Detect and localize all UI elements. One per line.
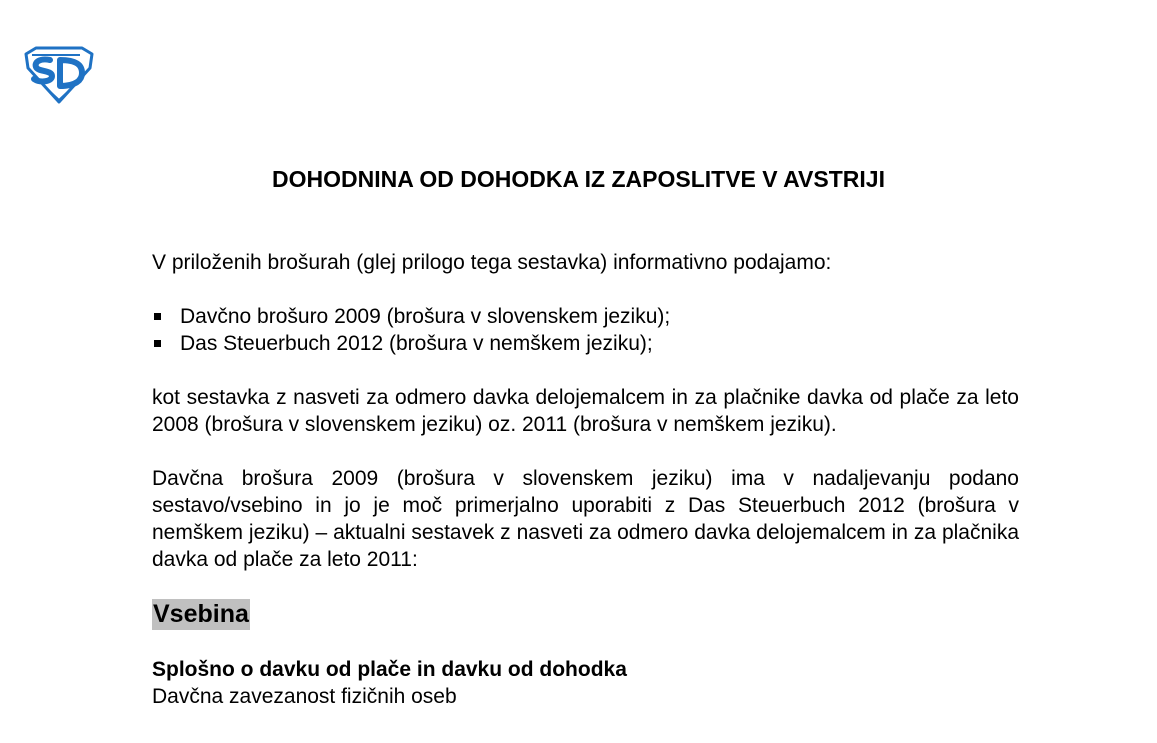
bullet-square-icon <box>154 340 161 347</box>
document-title: DOHODNINA OD DOHODKA IZ ZAPOSLITVE V AVSTRIJI <box>272 166 885 192</box>
list-item <box>152 303 1019 330</box>
toc-subheading: Splošno o davku od plače in davku od dohodka <box>152 658 627 681</box>
paragraph-purpose: kot sestavka z nasveti za odmero davka delojemalcem in za plačnike davka od plače za leto 2008 (brošura v slovenskem jeziku) oz. 2011 (brošura v nemškem jeziku). <box>152 386 1019 436</box>
section-heading-contents: Vsebina <box>153 600 249 628</box>
list-item <box>152 330 1019 357</box>
brochure-list <box>152 303 1019 357</box>
list-item-text: Das Steuerbuch 2012 (brošura v nemškem jeziku); <box>180 332 653 355</box>
sd-logo <box>22 46 96 104</box>
list-item-text: Davčno brošuro 2009 (brošura v slovenskem jeziku); <box>180 305 671 328</box>
toc-item: Davčna zavezanost fizičnih oseb <box>152 685 457 708</box>
paragraph-contents-note: Davčna brošura 2009 (brošura v slovenskem jeziku) ima v nadaljevanju podano sestavo/vsebino in jo je moč primerjalno uporabiti z Das Steuerbuch 2012 (brošura v nemškem jeziku) – aktualni sestavek z nasveti za odmero davka delojemalcem in za plačnika davka od plače za leto 2011: <box>152 467 1019 571</box>
bullet-square-icon <box>154 313 161 320</box>
document-body <box>152 249 1019 710</box>
intro-paragraph: V priloženih brošurah (glej prilogo tega sestavka) informativno podajamo: <box>152 251 832 274</box>
sd-diamond-logo-icon <box>22 46 96 104</box>
